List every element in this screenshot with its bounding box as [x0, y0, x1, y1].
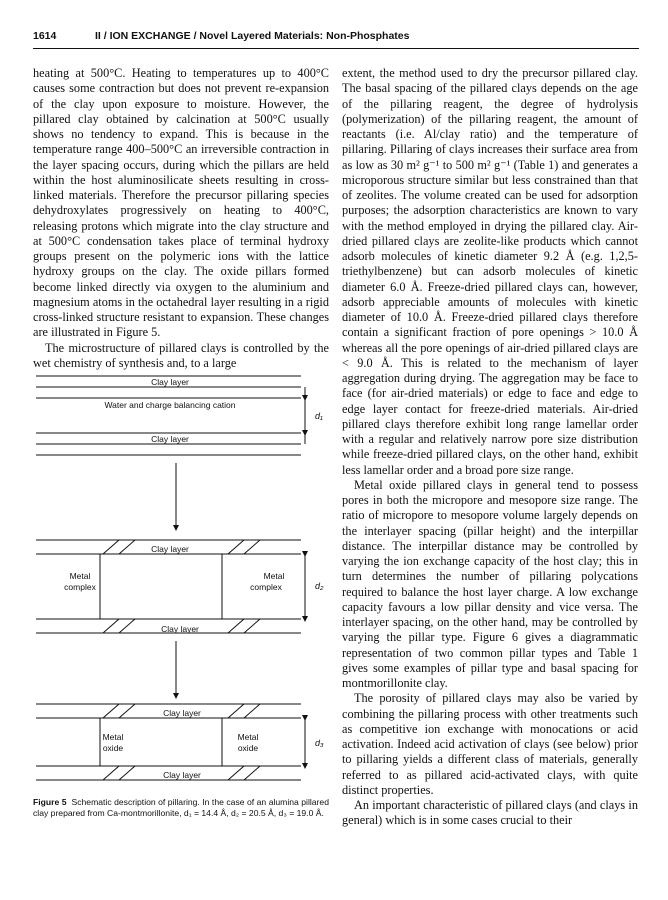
paragraph: heating at 500°C. Heating to temperatures up to 400°C causes some contraction but does not prevent re-expansion of the clay upon exposure to moisture. However, the pillared clay obtained by calcination at 500°C usually shows no tendency to expand. This is because in the temperature range 400–500°C an irreversible contraction in the layer spacing occurs, during which the pillars are held within the host aluminosilicate sheets resulting in cross-linked materials. Therefore the precursor pillaring species dehydroxylates progressively on heating to 400°C, releasing protons which migrate into the clay structure and at 500°C condensation takes place of terminal hydroxy groups present on the polymeric ions with the lattice hydroxy groups on the clay. The oxide pillars formed become linked directly via oxygen to the aluminium and magnesium atoms in the octahedral layer resulting in a rigid cross-linked structure resistant to expansion. These changes are illustrated in Figure 5.: [33, 66, 329, 340]
metal-label: Metal: [102, 732, 124, 742]
paragraph: The microstructure of pillared clays is controlled by the wet chemistry of synthesis and, to a large: [33, 340, 329, 370]
clay-layer-label: Clay layer: [151, 377, 189, 387]
d2-label: d₂: [315, 581, 324, 591]
paragraph: An important characteristic of pillared clays (and clays in general) which is in some cases crucial to their: [342, 798, 638, 828]
pillaring-diagram: [33, 368, 329, 793]
paragraph: extent, the method used to dry the precursor pillared clay. The basal spacing of the pillared clays depends on the age of the pillaring reagent, the degree of hydrolysis (polymerization) of the pillaring reagent, the amount of reactants (i.e. Al/clay ratio) and the temperature of pillaring. Pillaring of clays increases their surface area from as low as 30 m² g⁻¹ to 500 m² g⁻¹ (Table 1) and generates a microporous structure similar but less constrained than that of zeolites. The volume created can be used for adsorption purposes; the adsorption characteristics are known to vary with the method employed in drying the pillared clay. Air-dried pillared clays are zeolite-like products which cannot adsorb molecules of kinetic diameter 9.2 Å (e.g. 1,2,5-triethylbenzene) but can adsorb molecules of kinetic diameter 6.0 Å. Freeze-dried pillared clays can, however, adsorb appreciable amounts of molecules with kinetic diameter of 10.0 Å. Freeze-dried pillared clays therefore contain a significant fraction of pore openings > 10.0 Å whereas all the pore openings of air-dried pillared clays are < 9.0 Å. This is related to the mechanism of layer aggregation during drying. The aggregation may be face to face (for air-dried materials) or edge to face and edge to edge layer contact for freeze-dried materials. Air-dried pillared clays therefore exhibit long range lamellar order with a regular and relatively narrow pore size distribution while freeze-dried pillared clays, on the other hand, exhibit less lamellar order and a broad pore size range.: [342, 66, 638, 477]
clay-layer-label: Clay layer: [163, 770, 201, 780]
d1-label: d₁: [315, 411, 323, 421]
oxide-label: oxide: [102, 743, 124, 753]
complex-label: complex: [64, 582, 96, 592]
oxide-label: oxide: [237, 743, 259, 753]
running-title: II / ION EXCHANGE / Novel Layered Materials: Non-Phosphates: [95, 30, 410, 42]
metal-label: Metal: [237, 732, 259, 742]
paragraph: The porosity of pillared clays may also be varied by combining the pillaring process with other treatments such as competitive ion exchange with monocations or acid activation. Indeed acid activation of clays (see below) prior to pillaring yields a different class of materials, generally referred to as pillared acid-activated clays, with quite distinct properties.: [342, 691, 638, 797]
d3-label: d₃: [315, 738, 324, 748]
metal-label: Metal: [263, 571, 285, 581]
caption-label: Figure 5: [33, 797, 67, 807]
running-header: [33, 26, 639, 49]
water-label: Water and charge balancing cation: [104, 400, 236, 410]
complex-label: complex: [250, 582, 282, 592]
clay-layer-label: Clay layer: [161, 624, 199, 634]
clay-layer-label: Clay layer: [163, 708, 201, 718]
clay-layer-label: Clay layer: [151, 434, 189, 444]
paragraph: Metal oxide pillared clays in general tend to possess pores in both the micropore and mesopore size range. The ratio of micropore to mesopore volume largely depends on the interlayer spacing (pillar height) and the interpillar distance. The interpillar distance may be controlled by varying the ion exchange capacity of the host clay; this in turn determines the number of pillaring polycations required to balance the host layer charge. A low exchange capacity favours a low pillar density and vice versa. The interlayer spacing, on the other hand, may be controlled by varying the pillar type. Figure 6 gives a diagrammatic representation of two common pillar types and Table 1 gives some examples of pillar type and basal spacing for montmorillonite clay.: [342, 477, 638, 690]
clay-layer-label: Clay layer: [151, 544, 189, 554]
left-column: [33, 66, 329, 371]
caption-text: Schematic description of pillaring. In the case of an alumina pillared clay prepared from Ca-montmorillonite, d₁ = 14.4 Å, d₂ = 20.5 Å, d₃ = 19.0 Å.: [33, 797, 329, 818]
figure-caption: [33, 797, 329, 818]
metal-label: Metal: [69, 571, 91, 581]
page-number: 1614: [33, 30, 57, 42]
right-column: [342, 66, 638, 829]
